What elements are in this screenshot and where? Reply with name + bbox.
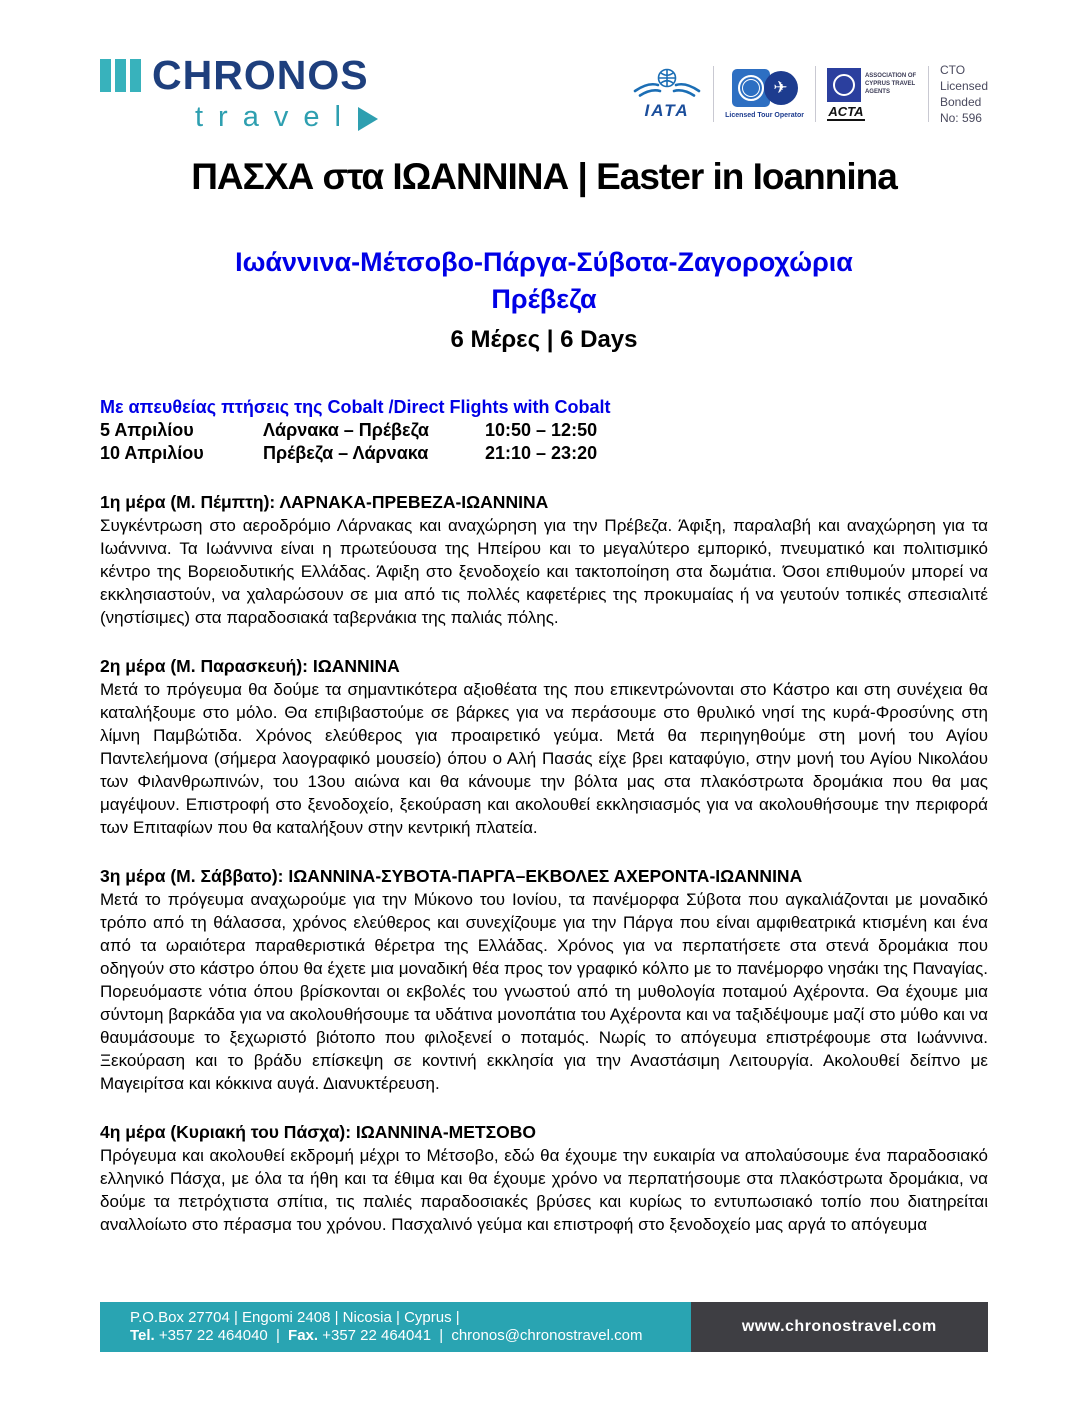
acta-label: ACTA [828,103,864,119]
flight-date: 5 Απριλίου [100,420,194,440]
flight-route: Πρέβεζα – Λάρνακα [263,443,429,463]
acta-top [827,68,917,102]
day-3-section [100,865,988,1095]
flight-route: Λάρνακα – Πρέβεζα [263,420,429,440]
website-url: www.chronostravel.com [741,1318,937,1335]
badge-divider [815,66,816,122]
logo-brand-text: CHRONOS [152,52,369,98]
email-address: chronos@chronostravel.com [451,1327,643,1344]
day-4-description: Πρόγευμα και ακολουθεί εκδρομή μέχρι το Μέτσοβο, εδώ θα έχουμε την ευκαιρία να απολαύσουμε ένα παραδοσιακό ελληνικό Πάσχα, με όλα τα ήθη και τα έθιμα και θα έχουμε χρόνο να περπατήσουμε στα πλακόστρωτα δρομάκια, να δούμε τα πετρόχτιστα σπίτια, τις παλιές παραδοσιακές βρύσες και κυρίως το εντυπωσιακό τοπίο που διατηρείται αναλλοίωτο στο πέρασμα του χρόνου. Πασχαλινό γεύμα και επιστροφή στο ξενοδοχείο μας αργά το απόγευμα [100,1146,988,1234]
flight-schedule [100,396,988,465]
flight-time: 21:10 – 23:20 [485,443,598,463]
cto-line: No: 596 [939,111,982,125]
logo-top [100,52,378,99]
cto-license-block [940,62,988,126]
day-2-description: Μετά το πρόγευμα θα δούμε τα σημαντικότερα αξιοθέατα της που επικεντρώνονται στο Κάστρο και στη συνέχεια θα καταλήξουμε στο μόλο. Θα επιβιβαστούμε σε βάρκες για να περάσουμε στο θρυλικό νησί της κυρά-Φροσύνης στη λίμνη Παμβώτιδα. Χρόνος ελεύθερος για προαιρετικό γεύμα. Μετά θα περιηγηθούμε στη μονή του Αγίου Παντελεήμονα (σήμερα λαογραφικό μουσείο) όπου ο Αλή Πασάς είχε βρει καταφύγιο, στην μονή του Αγίου Νικολάου των Φιλανθρωπινών, του 13ου αιώνα και θα κάνουμε την βόλτα μας στα πλακόστρωτα δρομάκια που θα μας μαγέψουν. Επιστροφή στο ξενοδοχείο, ξεκούραση και ακολουθεί εκκλησιασμός για να ακολουθήσουμε την περιφορά των Επιταφίων που θα καταλήξουν στην κεντρική πλατεία. [100,680,988,837]
cto-line: Licensed [939,79,988,93]
itinerary-subtitle [100,244,988,354]
lto-art [732,69,798,109]
airplane-icon: ✈ [764,71,798,105]
iata-wings-globe-icon [632,67,702,103]
day-4-section [100,1121,988,1236]
subtitle-destinations: Ιωάννινα-Μέτσοβο-Πάργα-Σύβοτα-Ζαγοροχώρια [235,247,853,277]
day-4-heading: 4η μέρα (Κυριακή του Πάσχα): ΙΩΑΝΝΙΝΑ-ΜΕΤΣΟΒΟ [100,1122,536,1142]
badge-divider [713,66,714,122]
cto-line: Bonded [939,95,982,109]
footer-contact-line [130,1327,681,1345]
tel-value: +357 22 464040 [158,1327,268,1344]
tel-label: Tel. [130,1327,155,1344]
chronos-travel-logo [100,52,378,134]
trip-duration: 6 Μέρες | 6 Days [450,326,638,353]
fax-label: Fax. [288,1327,319,1344]
flight-time: 10:50 – 12:50 [485,420,598,440]
licensed-tour-operator-badge [725,69,804,119]
cto-line: CTO [939,63,966,77]
page-footer [100,1302,988,1352]
logo-bottom [100,101,378,134]
flight-row [100,442,988,465]
separator: | [275,1327,280,1344]
footer-contact-block [100,1302,691,1352]
day-3-heading: 3η μέρα (Μ. Σάββατο): ΙΩΑΝΝΙΝΑ-ΣΥΒΟΤΑ-ΠΑΡΓΑ–ΕΚΒΟΛΕΣ ΑΧΕΡΟΝΤΑ-ΙΩΑΝΝΙΝΑ [100,866,803,886]
acta-association-label: ASSOCIATION OF CYPRUS TRAVEL AGENTS [864,72,917,95]
day-1-section [100,491,988,629]
acta-badge [827,68,917,121]
flight-row [100,419,988,442]
footer-address: P.O.Box 27704 | Engomi 2408 | Nicosia | Cyprus | [130,1309,460,1326]
day-2-heading: 2η μέρα (Μ. Παρασκευή): ΙΩΑΝΝΙΝΑ [100,656,400,676]
page-title: ΠΑΣΧΑ στα ΙΩΑΝΝΙΝΑ | Easter in Ioannina [191,156,897,197]
logo-travel-text: travel [195,101,356,133]
lto-label: Licensed Tour Operator [725,112,804,119]
header [100,52,988,140]
logo-bars-icon [100,59,145,92]
separator: | [439,1327,444,1344]
day-1-description: Συγκέντρωση στο αεροδρόμιο Λάρνακας και αναχώρηση για την Πρέβεζα. Άφιξη, παραλαβή και αναχώρηση για τα Ιωάννινα. Τα Ιωάννινα είναι η πρωτεύουσα της Ηπείρου και το μεγαλύτερο εμπορικό, πνευματικό και πολιτισμικό κέντρο της Βορειοδυτικής Ελλάδας. Άφιξη στο ξενοδοχείο και τακτοποίηση στα δωμάτια. Όσοι επιθυμούν μπορεί να εκκλησιαστούν, να χαλαρώσουν σε μια από τις πολλές καφετέριες της προκυμαίας ή να γευτούν τοπικές σπεσιαλιτέ (νηστίσιμες) στα παραδοσιακά ταβερνάκια της παλιάς πόλης. [100,516,988,627]
flight-date: 10 Απριλίου [100,443,204,463]
fax-value: +357 22 464041 [322,1327,432,1344]
subtitle-destination-2: Πρέβεζα [491,284,597,314]
accreditation-badges [632,58,988,130]
flights-header: Με απευθείας πτήσεις της Cobalt /Direct Flights with Cobalt [100,397,611,417]
play-triangle-icon [358,107,378,131]
badge-divider [928,66,929,122]
iata-label: IATA [644,101,690,120]
footer-website-block [691,1302,988,1352]
acta-seal-icon [827,68,861,102]
day-1-heading: 1η μέρα (Μ. Πέμπτη): ΛΑΡΝΑΚΑ-ΠΡΕΒΕΖΑ-ΙΩΑΝΝΙΝΑ [100,492,549,512]
day-3-description: Μετά το πρόγευμα αναχωρούμε για την Μύκονο του Ιονίου, τα πανέμορφα Σύβοτα που αγκαλιάζονται με μοναδικό τρόπο από τη θάλασσα, χρόνος ελεύθερος και συνεχίζουμε για την Πάργα που είναι αμφιθεατρικά κτισμένη και ένα από τα ωραιότερα παραθεριστικά θέρετρα της Ελλάδας. Χρόνος για να περπατήσετε στα στενά δρομάκια που οδηγούν στο κάστρο όπου θα έχετε μια μοναδική θέα προς τον γραφικό κόλπο με το πανέμορφο νησάκι της Παναγίας. Πορευόμαστε νότια όπου βρίσκονται οι εκβολές του γνωστού από τη μυθολογία ποταμού Αχέροντα. Θα έχουμε μια σύντομη βαρκάδα για να ακολουθήσουμε τα υδάτινα μονοπάτια του Αχέροντα και να ταξιδέψουμε μαζί στο μύθο και να θαυμάσουμε το ξεχωριστό βιότοπο που φιλοξενεί ο ποταμός. Νωρίς το απόγευμα επιστρέφουμε στα Ιωάννινα. Ξεκούραση και το βράδυ επίσκεψη σε κοντινή εκκλησία για την Αναστάσιμη Λειτουργία. Ακολουθεί δείπνο με Μαγειρίτσα και κόκκινα αυγά. Διανυκτέρευση. [100,890,988,1093]
iata-badge [632,67,702,121]
day-2-section [100,655,988,839]
